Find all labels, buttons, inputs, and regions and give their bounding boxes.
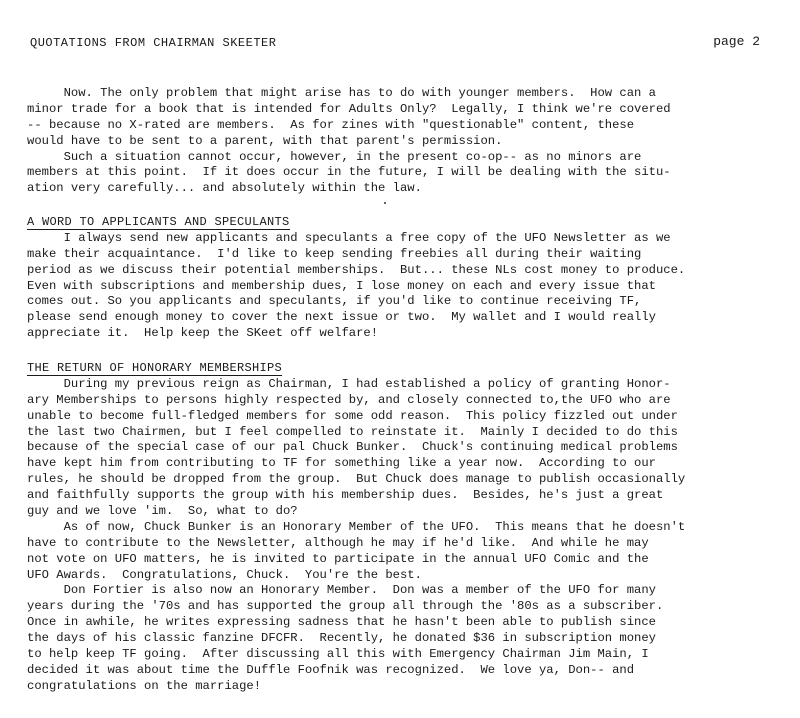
- text-line: decided it was about time the Duffle Foofnik was recognized. We love ya, Don-- and: [27, 662, 635, 677]
- text-line: because of the special case of our pal Chuck Bunker. Chuck's continuing medical problems: [27, 440, 678, 455]
- text-line: the days of his classic fanzine DFCFR. Recently, he donated $36 in subscription money: [27, 631, 656, 646]
- text-line: would have to be sent to a parent, with that parent's permission.: [27, 133, 503, 148]
- text-line: make their acquaintance. I'd like to keep sending freebies all during their waiting: [27, 246, 642, 261]
- text-line: have kept him from contributing to TF for something like a year now. According to our: [27, 456, 656, 471]
- text-line: congratulations on the marriage!: [27, 678, 262, 693]
- text-line: years during the '70s and has supported the group all through the '80s as a subscriber.: [27, 599, 664, 614]
- text-line: appreciate it. Help keep the SKeet off welfare!: [27, 326, 379, 341]
- text-line: ation very carefully... and absolutely within the law.: [27, 181, 422, 196]
- text-line: guy and we love 'im. So, what to do?: [27, 504, 298, 519]
- text-line: -- because no X-rated are members. As for zines with "questionable" content, these: [27, 117, 635, 132]
- section-heading: [27, 361, 779, 377]
- page-title: QUOTATIONS FROM CHAIRMAN SKEETER: [30, 36, 277, 50]
- text-line: rules, he should be dropped from the group. But Chuck does manage to publish occasionally: [27, 472, 686, 487]
- text-line: and faithfully supports the group with his membership dues. Besides, he's just a great: [27, 488, 664, 503]
- text-line: ary Memberships to persons highly respected by, and closely connected to,the UFO who are: [27, 392, 671, 407]
- text-line: members at this point. If it does occur in the future, I will be dealing with the situ-: [27, 165, 671, 180]
- section-honorary: [27, 361, 779, 695]
- page-number: page 2: [713, 34, 760, 49]
- text-line: As of now, Chuck Bunker is an Honorary Member of the UFO. This means that he doesn't: [27, 519, 686, 534]
- text-line: the last two Chairmen, but I feel compelled to reinstate it. Mainly I decided to do this: [27, 424, 678, 439]
- page-header: [30, 36, 760, 54]
- text-line: Even with subscriptions and membership dues, I lose money on each and every issue that: [27, 278, 656, 293]
- text-line: please send enough money to cover the next issue or two. My wallet and I would really: [27, 310, 656, 325]
- text-line: Don Fortier is also now an Honorary Member. Don was a member of the UFO for many: [27, 583, 656, 598]
- text-line: to help keep TF going. After discussing all this with Emergency Chairman Jim Main, I: [27, 647, 649, 662]
- stray-mark: [384, 202, 386, 204]
- text-line: not vote on UFO matters, he is invited to participate in the annual UFO Comic and the: [27, 551, 649, 566]
- text-line: comes out. So you applicants and speculants, if you'd like to continue receiving TF,: [27, 294, 642, 309]
- text-line: minor trade for a book that is intended for Adults Only? Legally, I think we're covered: [27, 101, 671, 116]
- text-line: unable to become full-fledged members for some odd reason. This policy fizzled out under: [27, 408, 678, 423]
- text-line: During my previous reign as Chairman, I had established a policy of granting Honor-: [27, 376, 671, 391]
- section-heading-text: THE RETURN OF HONORARY MEMBERSHIPS: [27, 361, 283, 375]
- text-line: UFO Awards. Congratulations, Chuck. You're the best.: [27, 567, 422, 582]
- text-line: Such a situation cannot occur, however, in the present co-op-- as no minors are: [27, 149, 642, 164]
- text-line: I always send new applicants and speculants a free copy of the UFO Newsletter as we: [27, 230, 671, 245]
- intro-paragraphs: [27, 86, 779, 197]
- text-line: have to contribute to the Newsletter, although he may if he'd like. And while he may: [27, 535, 649, 550]
- text-line: Once in awhile, he writes expressing sadness that he hasn't been able to publish since: [27, 615, 656, 630]
- section-applicants: [27, 215, 779, 342]
- text-line: Now. The only problem that might arise has to do with younger members. How can a: [27, 86, 656, 100]
- section-heading: [27, 215, 779, 231]
- section-heading-text: A WORD TO APPLICANTS AND SPECULANTS: [27, 215, 290, 229]
- text-line: period as we discuss their potential memberships. But... these NLs cost money to produce.: [27, 262, 686, 277]
